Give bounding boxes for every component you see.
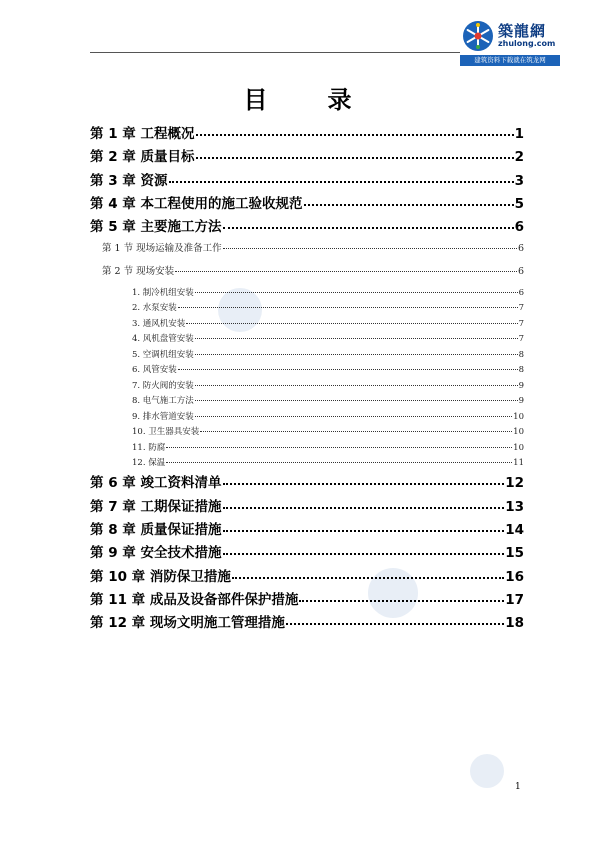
toc-label: 12. 保温 [132, 458, 166, 468]
dot-leader [223, 553, 505, 555]
toc-item-2[interactable] [132, 301, 524, 313]
dot-leader [195, 400, 518, 401]
toc-label: 第 1 节 现场运输及准备工作 [102, 243, 222, 254]
zhulong-logo[interactable] [460, 18, 560, 70]
toc-chapter-4[interactable] [90, 192, 524, 212]
toc-page: 8 [518, 350, 524, 360]
toc-section-2[interactable] [102, 263, 524, 277]
toc-page: 5 [514, 196, 524, 212]
toc-item-8[interactable] [132, 394, 524, 406]
toc-label: 4. 风机盘管安装 [132, 334, 194, 344]
toc-chapter-7[interactable] [90, 495, 524, 515]
dot-leader [223, 248, 517, 249]
toc-label: 第 6 章 竣工资料清单 [90, 475, 222, 491]
toc-page: 2 [514, 149, 524, 165]
dot-leader [175, 271, 517, 272]
brand-url: zhulong.com [498, 39, 556, 48]
page-title [0, 80, 595, 115]
toc-page: 1 [514, 126, 524, 142]
toc-item-1[interactable] [132, 286, 524, 298]
toc-page: 10 [513, 427, 524, 437]
toc-label: 9. 排水管道安装 [132, 412, 194, 422]
toc-page: 6 [517, 243, 524, 254]
toc-chapter-1[interactable] [90, 122, 524, 142]
toc-chapter-3[interactable] [90, 169, 524, 189]
toc-page: 6 [517, 266, 524, 277]
toc-item-9[interactable] [132, 410, 524, 422]
toc-chapter-11[interactable] [90, 588, 524, 608]
toc-label: 第 12 章 现场文明施工管理措施 [90, 615, 285, 631]
toc-item-3[interactable] [132, 317, 524, 329]
toc-page: 17 [505, 592, 524, 608]
dot-leader [169, 181, 514, 183]
dot-leader [166, 447, 512, 448]
toc-page: 3 [514, 173, 524, 189]
toc-page: 9 [518, 396, 524, 406]
dot-leader [195, 354, 518, 355]
toc-chapter-12[interactable] [90, 611, 524, 631]
toc-page: 7 [518, 334, 524, 344]
toc-page: 8 [518, 365, 524, 375]
toc-label: 3. 通风机安装 [132, 319, 186, 329]
toc-page: 10 [513, 412, 524, 422]
toc-chapter-9[interactable] [90, 541, 524, 561]
toc-label: 第 3 章 资源 [90, 173, 168, 189]
toc-page: 14 [505, 522, 524, 538]
toc-label: 第 1 章 工程概况 [90, 126, 195, 142]
dot-leader [178, 307, 518, 308]
toc-page: 12 [505, 475, 524, 491]
toc-label: 6. 风管安装 [132, 365, 177, 375]
brand-slogan: 建筑资料下载就在筑龙网 [460, 55, 560, 66]
dot-leader [196, 134, 514, 136]
toc-label: 第 4 章 本工程使用的施工验收规范 [90, 196, 303, 212]
dot-leader [223, 530, 505, 532]
toc-chapter-6[interactable] [90, 471, 524, 491]
dot-leader [195, 292, 518, 293]
toc-page: 15 [505, 545, 524, 561]
toc-item-7[interactable] [132, 379, 524, 391]
toc-item-11[interactable] [132, 441, 524, 453]
toc-item-10[interactable] [132, 425, 524, 437]
toc-chapter-2[interactable] [90, 145, 524, 165]
toc-page: 6 [514, 219, 524, 235]
toc-chapter-8[interactable] [90, 518, 524, 538]
toc-label: 10. 卫生器具安装 [132, 427, 200, 437]
toc-label: 第 5 章 主要施工方法 [90, 219, 222, 235]
toc-label: 第 7 章 工期保证措施 [90, 499, 222, 515]
dot-leader [186, 323, 517, 324]
toc-page: 10 [513, 443, 524, 453]
dot-leader [195, 385, 518, 386]
toc-page: 18 [505, 615, 524, 631]
toc-label: 2. 水泵安装 [132, 303, 177, 313]
toc-label: 11. 防腐 [132, 443, 166, 453]
toc-page: 9 [518, 381, 524, 391]
toc-label: 5. 空调机组安装 [132, 350, 194, 360]
dot-leader [196, 157, 514, 159]
toc-chapter-10[interactable] [90, 565, 524, 585]
toc-label: 第 8 章 质量保证措施 [90, 522, 222, 538]
brand-name: 築龍網 [498, 22, 547, 40]
toc-label: 第 2 章 质量目标 [90, 149, 195, 165]
dot-leader [195, 338, 518, 339]
dot-leader [166, 462, 512, 463]
dot-leader [286, 623, 504, 625]
toc-label: 第 2 节 现场安装 [102, 266, 175, 277]
dot-leader [200, 431, 512, 432]
toc-label: 8. 电气施工方法 [132, 396, 194, 406]
title-char-2: 录 [327, 86, 352, 114]
title-char-1: 目 [243, 86, 268, 114]
toc-page: 11 [513, 458, 524, 468]
snowflake-logo-icon [462, 20, 494, 52]
dot-leader [232, 577, 504, 579]
dot-leader [223, 507, 505, 509]
toc-item-5[interactable] [132, 348, 524, 360]
toc-item-12[interactable] [132, 456, 524, 468]
dot-leader [299, 600, 504, 602]
toc-page: 7 [518, 303, 524, 313]
toc-item-6[interactable] [132, 363, 524, 375]
dot-leader [195, 416, 512, 417]
toc-label: 第 11 章 成品及设备部件保护措施 [90, 592, 299, 608]
toc-page: 13 [505, 499, 524, 515]
toc-page: 7 [518, 319, 524, 329]
toc-item-4[interactable] [132, 332, 524, 344]
dot-leader [178, 369, 518, 370]
dot-leader [223, 227, 514, 229]
toc-chapter-5[interactable] [90, 215, 524, 235]
toc-label: 7. 防火阀的安装 [132, 381, 194, 391]
page-number: 1 [515, 782, 521, 792]
toc-label: 1. 制冷机组安装 [132, 288, 194, 298]
dot-leader [223, 483, 505, 485]
toc-page: 6 [518, 288, 524, 298]
dot-leader [304, 204, 514, 206]
header-rule [90, 52, 460, 53]
toc-label: 第 10 章 消防保卫措施 [90, 569, 231, 585]
toc-section-1[interactable] [102, 240, 524, 254]
watermark-icon [468, 752, 506, 790]
toc-page: 16 [505, 569, 524, 585]
toc-label: 第 9 章 安全技术措施 [90, 545, 222, 561]
